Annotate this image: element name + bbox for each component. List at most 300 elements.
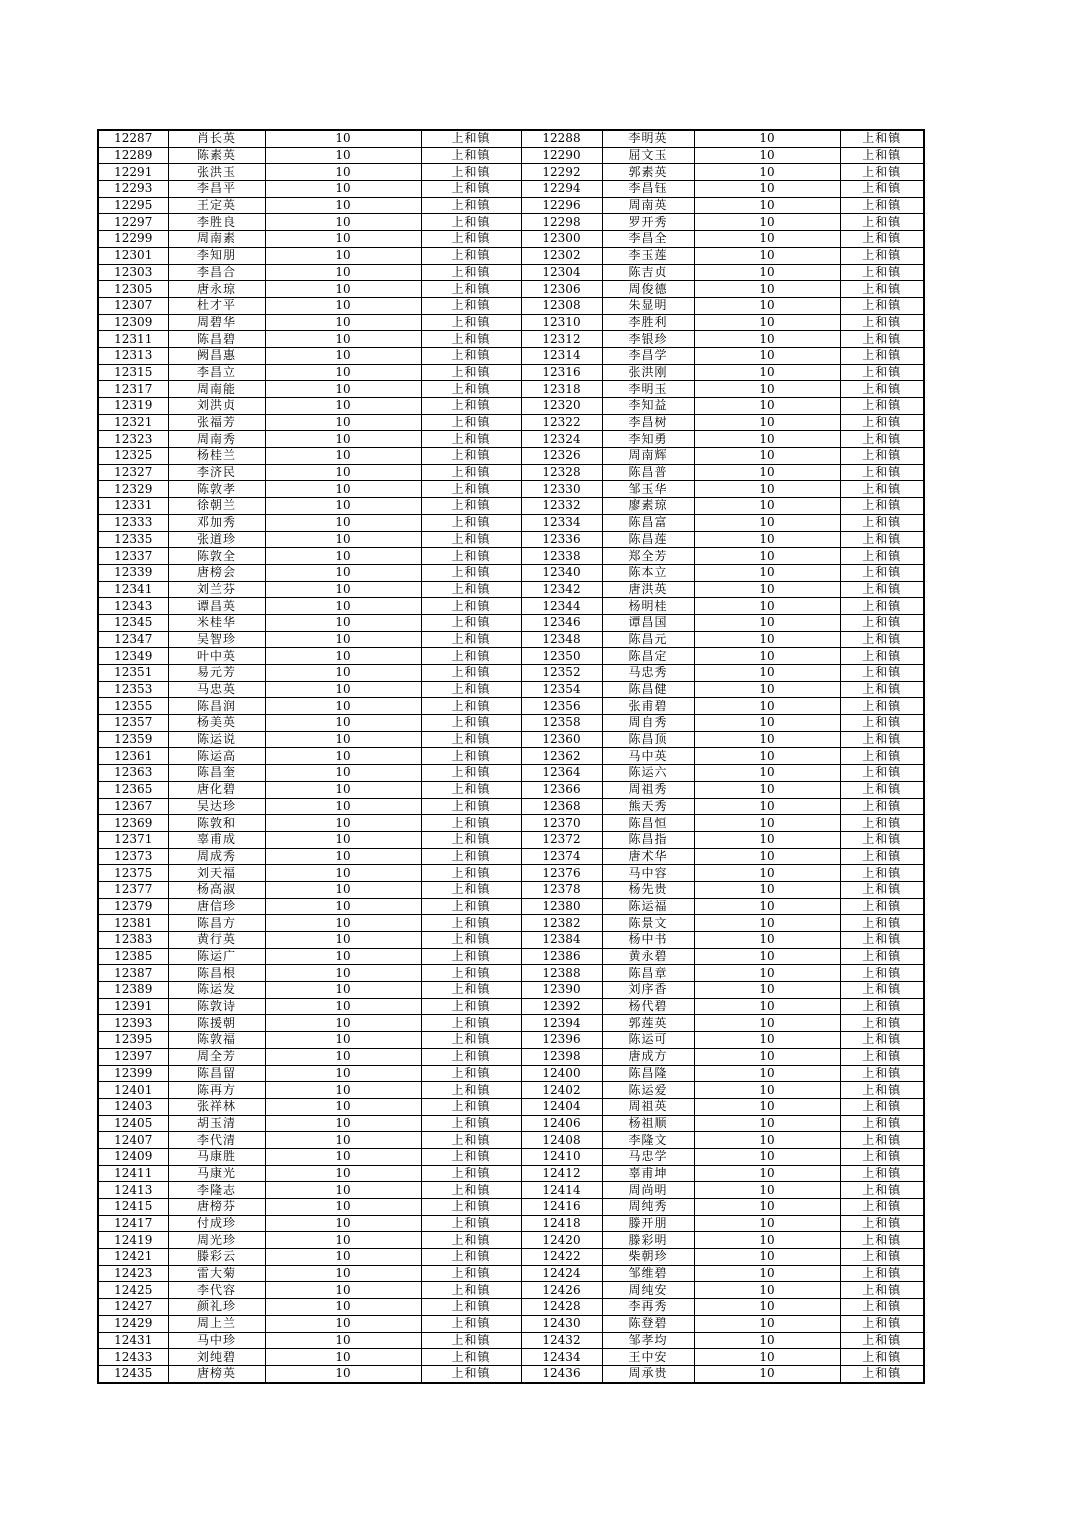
left-amount-cell: 10	[265, 297, 421, 314]
left-town-cell: 上和镇	[421, 414, 521, 431]
right-name-cell: 陈昌恒	[602, 815, 694, 832]
left-town-cell: 上和镇	[421, 314, 521, 331]
left-amount-cell: 10	[265, 765, 421, 782]
left-amount-cell: 10	[265, 398, 421, 415]
right-name-cell: 周尚明	[602, 1182, 694, 1199]
right-amount-cell: 10	[694, 831, 840, 848]
left-id-cell: 12323	[98, 431, 168, 448]
left-amount-cell: 10	[265, 881, 421, 898]
right-id-cell: 12432	[521, 1332, 602, 1349]
left-id-cell: 12345	[98, 614, 168, 631]
table-row	[98, 631, 924, 648]
left-name-cell: 周南素	[168, 231, 265, 248]
right-id-cell: 12406	[521, 1115, 602, 1132]
right-name-cell: 李隆文	[602, 1132, 694, 1149]
right-town-cell: 上和镇	[840, 698, 924, 715]
left-town-cell: 上和镇	[421, 581, 521, 598]
right-id-cell: 12300	[521, 231, 602, 248]
left-name-cell: 付成珍	[168, 1215, 265, 1232]
left-name-cell: 陈敦和	[168, 815, 265, 832]
left-town-cell: 上和镇	[421, 431, 521, 448]
right-amount-cell: 10	[694, 564, 840, 581]
right-id-cell: 12386	[521, 948, 602, 965]
right-town-cell: 上和镇	[840, 548, 924, 565]
right-amount-cell: 10	[694, 214, 840, 231]
right-id-cell: 12376	[521, 865, 602, 882]
right-amount-cell: 10	[694, 314, 840, 331]
left-town-cell: 上和镇	[421, 331, 521, 348]
table-row	[98, 130, 924, 147]
right-name-cell: 唐术华	[602, 848, 694, 865]
right-town-cell: 上和镇	[840, 715, 924, 732]
table-row	[98, 531, 924, 548]
right-name-cell: 辜甫坤	[602, 1165, 694, 1182]
left-name-cell: 邓加秀	[168, 514, 265, 531]
left-amount-cell: 10	[265, 631, 421, 648]
left-amount-cell: 10	[265, 748, 421, 765]
right-id-cell: 12310	[521, 314, 602, 331]
right-name-cell: 邹维碧	[602, 1265, 694, 1282]
right-id-cell: 12378	[521, 881, 602, 898]
left-name-cell: 王定英	[168, 197, 265, 214]
right-amount-cell: 10	[694, 297, 840, 314]
right-name-cell: 陈昌隆	[602, 1065, 694, 1082]
right-name-cell: 杨中书	[602, 932, 694, 949]
left-name-cell: 叶中英	[168, 648, 265, 665]
right-name-cell: 陈昌定	[602, 648, 694, 665]
table-row	[98, 1148, 924, 1165]
right-id-cell: 12398	[521, 1048, 602, 1065]
right-town-cell: 上和镇	[840, 197, 924, 214]
left-name-cell: 杨桂兰	[168, 448, 265, 465]
left-name-cell: 肖长英	[168, 130, 265, 147]
left-town-cell: 上和镇	[421, 1148, 521, 1165]
left-town-cell: 上和镇	[421, 681, 521, 698]
left-amount-cell: 10	[265, 1015, 421, 1032]
right-name-cell: 杨代碧	[602, 998, 694, 1015]
left-amount-cell: 10	[265, 1199, 421, 1216]
left-town-cell: 上和镇	[421, 798, 521, 815]
left-name-cell: 李昌合	[168, 264, 265, 281]
right-name-cell: 陈运六	[602, 765, 694, 782]
left-amount-cell: 10	[265, 948, 421, 965]
right-name-cell: 周南英	[602, 197, 694, 214]
right-town-cell: 上和镇	[840, 464, 924, 481]
right-name-cell: 李昌钰	[602, 181, 694, 198]
left-amount-cell: 10	[265, 1148, 421, 1165]
left-town-cell: 上和镇	[421, 614, 521, 631]
right-town-cell: 上和镇	[840, 731, 924, 748]
right-name-cell: 郭莲英	[602, 1015, 694, 1032]
left-id-cell: 12313	[98, 347, 168, 364]
left-id-cell: 12317	[98, 381, 168, 398]
left-id-cell: 12375	[98, 865, 168, 882]
table-row	[98, 464, 924, 481]
table-row	[98, 932, 924, 949]
table-row	[98, 498, 924, 515]
right-id-cell: 12358	[521, 715, 602, 732]
right-amount-cell: 10	[694, 1165, 840, 1182]
left-amount-cell: 10	[265, 1065, 421, 1082]
left-amount-cell: 10	[265, 1032, 421, 1049]
left-name-cell: 李胜良	[168, 214, 265, 231]
right-town-cell: 上和镇	[840, 1082, 924, 1099]
left-id-cell: 12359	[98, 731, 168, 748]
left-id-cell: 12387	[98, 965, 168, 982]
left-town-cell: 上和镇	[421, 1199, 521, 1216]
right-amount-cell: 10	[694, 781, 840, 798]
right-town-cell: 上和镇	[840, 281, 924, 298]
right-amount-cell: 10	[694, 381, 840, 398]
left-town-cell: 上和镇	[421, 1115, 521, 1132]
right-town-cell: 上和镇	[840, 1265, 924, 1282]
left-amount-cell: 10	[265, 164, 421, 181]
left-id-cell: 12427	[98, 1299, 168, 1316]
left-id-cell: 12383	[98, 932, 168, 949]
right-id-cell: 12352	[521, 665, 602, 682]
right-id-cell: 12370	[521, 815, 602, 832]
table-row	[98, 1032, 924, 1049]
left-town-cell: 上和镇	[421, 965, 521, 982]
left-amount-cell: 10	[265, 1282, 421, 1299]
right-amount-cell: 10	[694, 164, 840, 181]
left-town-cell: 上和镇	[421, 1182, 521, 1199]
left-name-cell: 黄行英	[168, 932, 265, 949]
right-name-cell: 屈文玉	[602, 147, 694, 164]
table-row	[98, 1115, 924, 1132]
right-town-cell: 上和镇	[840, 681, 924, 698]
right-town-cell: 上和镇	[840, 1199, 924, 1216]
left-town-cell: 上和镇	[421, 631, 521, 648]
right-id-cell: 12414	[521, 1182, 602, 1199]
right-amount-cell: 10	[694, 548, 840, 565]
right-name-cell: 马忠学	[602, 1148, 694, 1165]
left-name-cell: 周南能	[168, 381, 265, 398]
left-name-cell: 马康胜	[168, 1148, 265, 1165]
left-amount-cell: 10	[265, 264, 421, 281]
right-town-cell: 上和镇	[840, 948, 924, 965]
right-town-cell: 上和镇	[840, 164, 924, 181]
left-town-cell: 上和镇	[421, 347, 521, 364]
right-amount-cell: 10	[694, 631, 840, 648]
right-id-cell: 12436	[521, 1365, 602, 1382]
left-id-cell: 12309	[98, 314, 168, 331]
left-id-cell: 12347	[98, 631, 168, 648]
right-town-cell: 上和镇	[840, 1282, 924, 1299]
right-id-cell: 12434	[521, 1349, 602, 1366]
left-amount-cell: 10	[265, 414, 421, 431]
left-amount-cell: 10	[265, 915, 421, 932]
left-amount-cell: 10	[265, 281, 421, 298]
right-name-cell: 李胜利	[602, 314, 694, 331]
right-town-cell: 上和镇	[840, 514, 924, 531]
left-town-cell: 上和镇	[421, 281, 521, 298]
right-id-cell: 12316	[521, 364, 602, 381]
right-amount-cell: 10	[694, 798, 840, 815]
right-amount-cell: 10	[694, 982, 840, 999]
left-id-cell: 12395	[98, 1032, 168, 1049]
right-amount-cell: 10	[694, 1082, 840, 1099]
table-row	[98, 1315, 924, 1332]
left-amount-cell: 10	[265, 1115, 421, 1132]
right-name-cell: 李再秀	[602, 1299, 694, 1316]
left-amount-cell: 10	[265, 314, 421, 331]
left-name-cell: 张道珍	[168, 531, 265, 548]
table-row	[98, 214, 924, 231]
left-amount-cell: 10	[265, 247, 421, 264]
right-amount-cell: 10	[694, 948, 840, 965]
right-name-cell: 邹孝均	[602, 1332, 694, 1349]
left-name-cell: 杜才平	[168, 297, 265, 314]
right-id-cell: 12322	[521, 414, 602, 431]
right-town-cell: 上和镇	[840, 748, 924, 765]
left-id-cell: 12295	[98, 197, 168, 214]
right-name-cell: 陈昌章	[602, 965, 694, 982]
right-id-cell: 12346	[521, 614, 602, 631]
right-name-cell: 陈昌元	[602, 631, 694, 648]
right-town-cell: 上和镇	[840, 147, 924, 164]
right-id-cell: 12326	[521, 448, 602, 465]
table-row	[98, 665, 924, 682]
right-id-cell: 12288	[521, 130, 602, 147]
table-row	[98, 798, 924, 815]
left-amount-cell: 10	[265, 548, 421, 565]
right-id-cell: 12342	[521, 581, 602, 598]
right-id-cell: 12388	[521, 965, 602, 982]
left-name-cell: 陈再方	[168, 1082, 265, 1099]
right-name-cell: 陈昌莲	[602, 531, 694, 548]
left-id-cell: 12331	[98, 498, 168, 515]
left-id-cell: 12293	[98, 181, 168, 198]
left-name-cell: 张洪玉	[168, 164, 265, 181]
table-row	[98, 614, 924, 631]
table-row	[98, 731, 924, 748]
table-row	[98, 1365, 924, 1382]
left-id-cell: 12307	[98, 297, 168, 314]
right-id-cell: 12410	[521, 1148, 602, 1165]
left-amount-cell: 10	[265, 898, 421, 915]
table-row	[98, 1332, 924, 1349]
table-row	[98, 982, 924, 999]
left-name-cell: 雷大菊	[168, 1265, 265, 1282]
left-amount-cell: 10	[265, 731, 421, 748]
right-town-cell: 上和镇	[840, 982, 924, 999]
left-amount-cell: 10	[265, 1349, 421, 1366]
left-town-cell: 上和镇	[421, 130, 521, 147]
left-name-cell: 陈敦诗	[168, 998, 265, 1015]
right-amount-cell: 10	[694, 815, 840, 832]
right-amount-cell: 10	[694, 598, 840, 615]
right-town-cell: 上和镇	[840, 1299, 924, 1316]
right-town-cell: 上和镇	[840, 481, 924, 498]
table-row	[98, 1199, 924, 1216]
left-name-cell: 辜甫成	[168, 831, 265, 848]
right-town-cell: 上和镇	[840, 848, 924, 865]
left-town-cell: 上和镇	[421, 514, 521, 531]
left-name-cell: 刘洪贞	[168, 398, 265, 415]
left-amount-cell: 10	[265, 214, 421, 231]
right-town-cell: 上和镇	[840, 1032, 924, 1049]
right-name-cell: 周祖秀	[602, 781, 694, 798]
left-name-cell: 唐榜芬	[168, 1199, 265, 1216]
left-amount-cell: 10	[265, 181, 421, 198]
left-amount-cell: 10	[265, 1365, 421, 1382]
right-id-cell: 12314	[521, 347, 602, 364]
right-name-cell: 谭昌国	[602, 614, 694, 631]
right-id-cell: 12334	[521, 514, 602, 531]
table-row	[98, 898, 924, 915]
table-row	[98, 414, 924, 431]
left-id-cell: 12429	[98, 1315, 168, 1332]
right-name-cell: 黄永碧	[602, 948, 694, 965]
left-town-cell: 上和镇	[421, 932, 521, 949]
right-name-cell: 周承贵	[602, 1365, 694, 1382]
left-name-cell: 李昌立	[168, 364, 265, 381]
right-amount-cell: 10	[694, 1349, 840, 1366]
right-amount-cell: 10	[694, 998, 840, 1015]
left-town-cell: 上和镇	[421, 648, 521, 665]
table-row	[98, 915, 924, 932]
right-town-cell: 上和镇	[840, 965, 924, 982]
right-town-cell: 上和镇	[840, 331, 924, 348]
right-id-cell: 12366	[521, 781, 602, 798]
left-town-cell: 上和镇	[421, 982, 521, 999]
left-id-cell: 12419	[98, 1232, 168, 1249]
right-name-cell: 杨先贵	[602, 881, 694, 898]
left-id-cell: 12421	[98, 1249, 168, 1266]
right-name-cell: 陈昌顶	[602, 731, 694, 748]
left-name-cell: 唐榜英	[168, 1365, 265, 1382]
left-id-cell: 12369	[98, 815, 168, 832]
right-id-cell: 12412	[521, 1165, 602, 1182]
left-id-cell: 12337	[98, 548, 168, 565]
left-amount-cell: 10	[265, 431, 421, 448]
right-town-cell: 上和镇	[840, 1182, 924, 1199]
right-id-cell: 12312	[521, 331, 602, 348]
left-id-cell: 12311	[98, 331, 168, 348]
right-amount-cell: 10	[694, 648, 840, 665]
left-name-cell: 张福芳	[168, 414, 265, 431]
table-row	[98, 581, 924, 598]
right-amount-cell: 10	[694, 231, 840, 248]
left-town-cell: 上和镇	[421, 865, 521, 882]
left-name-cell: 胡玉清	[168, 1115, 265, 1132]
right-town-cell: 上和镇	[840, 381, 924, 398]
left-amount-cell: 10	[265, 1165, 421, 1182]
left-name-cell: 吴达珍	[168, 798, 265, 815]
right-id-cell: 12350	[521, 648, 602, 665]
left-amount-cell: 10	[265, 681, 421, 698]
left-town-cell: 上和镇	[421, 1098, 521, 1115]
left-id-cell: 12289	[98, 147, 168, 164]
left-town-cell: 上和镇	[421, 464, 521, 481]
left-id-cell: 12367	[98, 798, 168, 815]
right-amount-cell: 10	[694, 865, 840, 882]
right-id-cell: 12416	[521, 1199, 602, 1216]
table-row	[98, 1132, 924, 1149]
right-id-cell: 12374	[521, 848, 602, 865]
left-name-cell: 刘天福	[168, 865, 265, 882]
left-id-cell: 12321	[98, 414, 168, 431]
left-name-cell: 陈敦孝	[168, 481, 265, 498]
right-amount-cell: 10	[694, 715, 840, 732]
right-amount-cell: 10	[694, 130, 840, 147]
right-id-cell: 12368	[521, 798, 602, 815]
left-name-cell: 杨美英	[168, 715, 265, 732]
right-name-cell: 李知勇	[602, 431, 694, 448]
left-name-cell: 颜礼珍	[168, 1299, 265, 1316]
right-town-cell: 上和镇	[840, 765, 924, 782]
table-row	[98, 998, 924, 1015]
right-town-cell: 上和镇	[840, 915, 924, 932]
table-row	[98, 1215, 924, 1232]
table-row	[98, 364, 924, 381]
right-town-cell: 上和镇	[840, 831, 924, 848]
right-amount-cell: 10	[694, 498, 840, 515]
table-row	[98, 297, 924, 314]
left-amount-cell: 10	[265, 531, 421, 548]
table-row	[98, 1299, 924, 1316]
left-town-cell: 上和镇	[421, 1232, 521, 1249]
right-name-cell: 罗开秀	[602, 214, 694, 231]
right-id-cell: 12324	[521, 431, 602, 448]
left-id-cell: 12355	[98, 698, 168, 715]
right-town-cell: 上和镇	[840, 347, 924, 364]
left-id-cell: 12351	[98, 665, 168, 682]
left-town-cell: 上和镇	[421, 214, 521, 231]
left-town-cell: 上和镇	[421, 297, 521, 314]
left-id-cell: 12407	[98, 1132, 168, 1149]
right-amount-cell: 10	[694, 881, 840, 898]
right-amount-cell: 10	[694, 1032, 840, 1049]
left-id-cell: 12343	[98, 598, 168, 615]
left-amount-cell: 10	[265, 648, 421, 665]
left-id-cell: 12417	[98, 1215, 168, 1232]
left-id-cell: 12415	[98, 1199, 168, 1216]
right-id-cell: 12420	[521, 1232, 602, 1249]
left-town-cell: 上和镇	[421, 898, 521, 915]
right-name-cell: 张洪刚	[602, 364, 694, 381]
left-name-cell: 李济民	[168, 464, 265, 481]
right-name-cell: 滕开朋	[602, 1215, 694, 1232]
table-row	[98, 948, 924, 965]
right-name-cell: 李昌全	[602, 231, 694, 248]
table-row	[98, 1282, 924, 1299]
left-name-cell: 阙昌惠	[168, 347, 265, 364]
left-amount-cell: 10	[265, 665, 421, 682]
right-name-cell: 周自秀	[602, 715, 694, 732]
left-name-cell: 陈运广	[168, 948, 265, 965]
left-town-cell: 上和镇	[421, 831, 521, 848]
right-name-cell: 李银珍	[602, 331, 694, 348]
right-amount-cell: 10	[694, 331, 840, 348]
right-town-cell: 上和镇	[840, 581, 924, 598]
right-id-cell: 12428	[521, 1299, 602, 1316]
right-id-cell: 12294	[521, 181, 602, 198]
table-row	[98, 815, 924, 832]
right-id-cell: 12292	[521, 164, 602, 181]
right-name-cell: 马忠秀	[602, 665, 694, 682]
right-amount-cell: 10	[694, 748, 840, 765]
right-amount-cell: 10	[694, 848, 840, 865]
left-id-cell: 12325	[98, 448, 168, 465]
right-amount-cell: 10	[694, 531, 840, 548]
right-id-cell: 12384	[521, 932, 602, 949]
left-name-cell: 陈昌碧	[168, 331, 265, 348]
left-id-cell: 12371	[98, 831, 168, 848]
left-id-cell: 12339	[98, 564, 168, 581]
left-id-cell: 12405	[98, 1115, 168, 1132]
